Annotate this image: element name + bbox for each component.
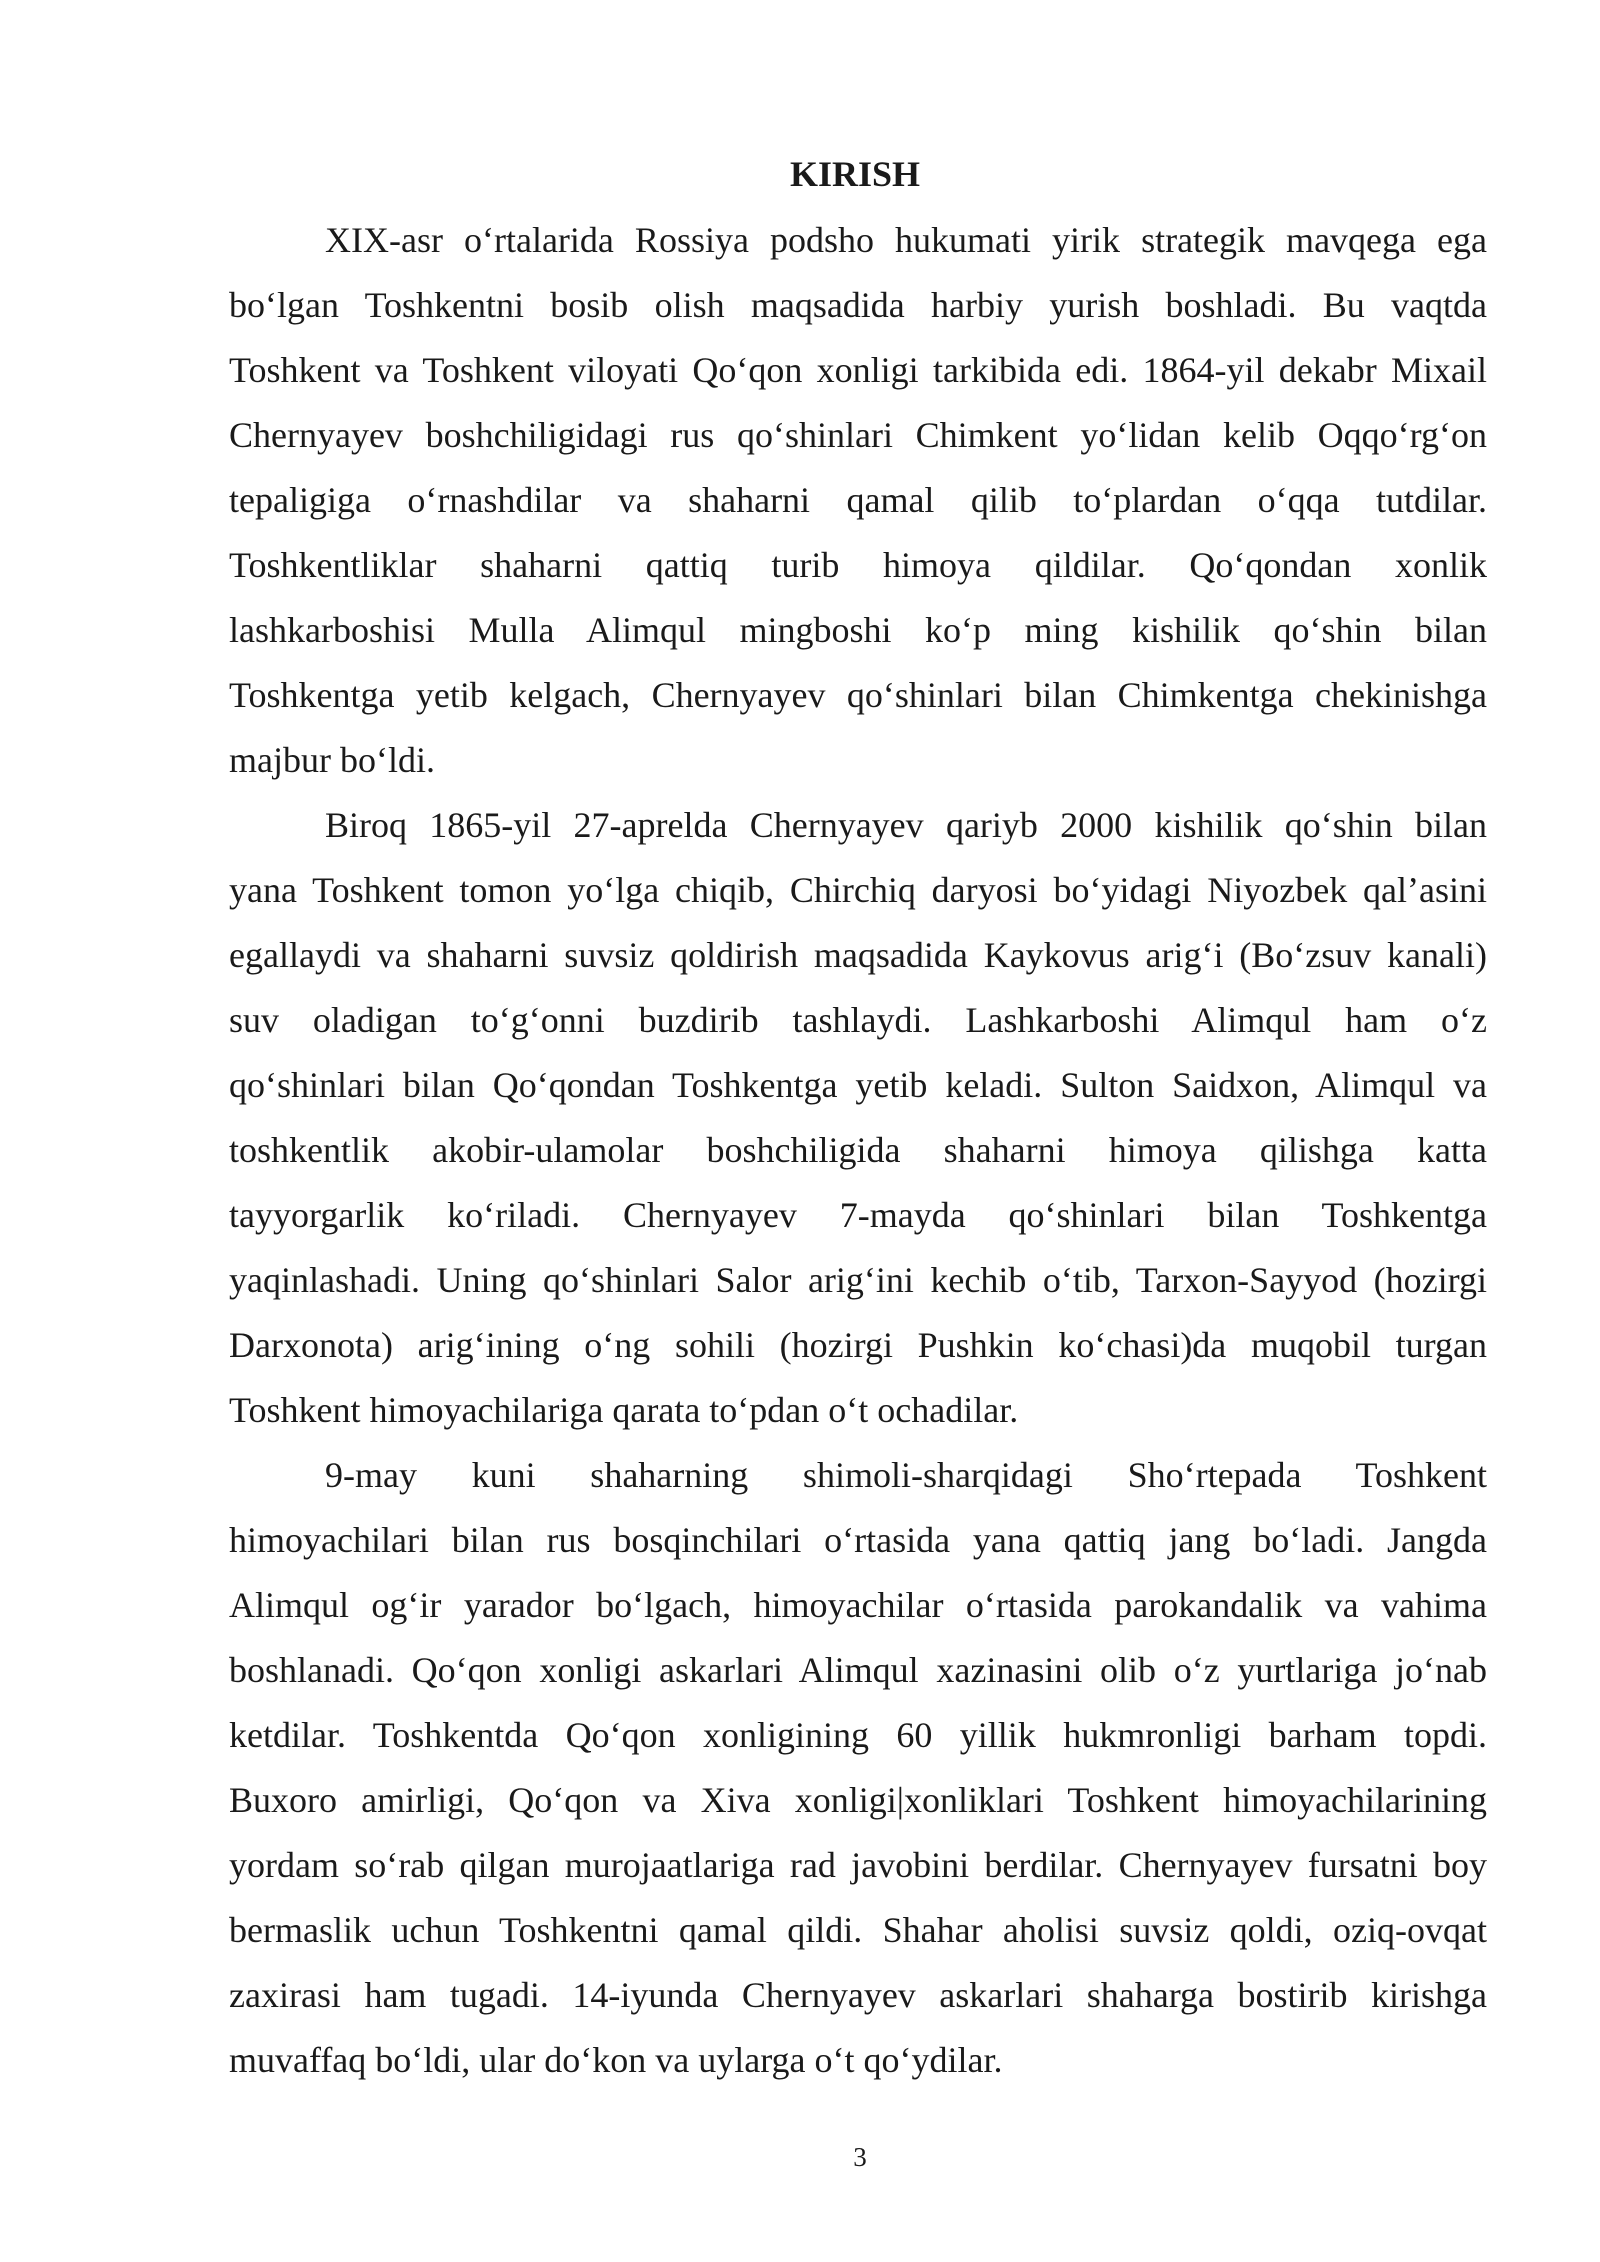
text-line: suv oladigan toʻgʻonni buzdirib tashlaydi. Lashkarboshi Alimqul ham oʻz: [229, 1000, 1487, 1040]
text-line: yana Toshkent tomon yoʻlga chiqib, Chirchiq daryosi boʻyidagi Niyozbek qalʼasini: [229, 870, 1487, 910]
text-line: boʻlgan Toshkentni bosib olish maqsadida harbiy yurish boshladi. Bu vaqtda: [229, 285, 1487, 325]
text-line: 9-may kuni shaharning shimoli-sharqidagi Shoʻrtepada Toshkent: [325, 1455, 1487, 1495]
text-line: Toshkentga yetib kelgach, Chernyayev qoʻshinlari bilan Chimkentga chekinishga: [229, 675, 1487, 715]
text-line: tepaligiga oʻrnashdilar va shaharni qamal qilib toʻplardan oʻqqa tutdilar.: [229, 480, 1487, 520]
text-line: qoʻshinlari bilan Qoʻqondan Toshkentga yetib keladi. Sulton Saidxon, Alimqul va: [229, 1065, 1487, 1105]
text-line: Alimqul ogʻir yarador boʻlgach, himoyachilar oʻrtasida parokandalik va vahima: [229, 1585, 1487, 1625]
text-line: ketdilar. Toshkentda Qoʻqon xonligining 60 yillik hukmronligi barham topdi.: [229, 1715, 1487, 1755]
text-line: Toshkent himoyachilariga qarata toʻpdan oʻt ochadilar.: [229, 1390, 1019, 1430]
text-line: egallaydi va shaharni suvsiz qoldirish maqsadida Kaykovus arigʻi (Boʻzsuv kanali): [229, 935, 1487, 975]
text-line: Toshkentliklar shaharni qattiq turib himoya qildilar. Qoʻqondan xonlik: [229, 545, 1487, 585]
text-line: majbur boʻldi.: [229, 740, 435, 780]
text-line: Darxonota) arigʻining oʻng sohili (hozirgi Pushkin koʻchasi)da muqobil turgan: [229, 1325, 1487, 1365]
text-line: XIX-asr oʻrtalarida Rossiya podsho hukumati yirik strategik mavqega ega: [325, 220, 1487, 260]
text-line: yaqinlashadi. Uning qoʻshinlari Salor arigʻini kechib oʻtib, Tarxon-Sayyod (hozirgi: [229, 1260, 1487, 1300]
text-line: toshkentlik akobir-ulamolar boshchiligida shaharni himoya qilishga katta: [229, 1130, 1487, 1170]
text-line: muvaffaq boʻldi, ular doʻkon va uylarga oʻt qoʻydilar.: [229, 2040, 1003, 2080]
text-line: Toshkent va Toshkent viloyati Qoʻqon xonligi tarkibida edi. 1864-yil dekabr Mixail: [229, 350, 1487, 390]
text-line: Biroq 1865-yil 27-aprelda Chernyayev qariyb 2000 kishilik qoʻshin bilan: [325, 805, 1487, 845]
text-line: himoyachilari bilan rus bosqinchilari oʻrtasida yana qattiq jang boʻladi. Jangda: [229, 1520, 1487, 1560]
text-line: zaxirasi ham tugadi. 14-iyunda Chernyayev askarlari shaharga bostirib kirishga: [229, 1975, 1487, 2015]
text-line: tayyorgarlik koʻriladi. Chernyayev 7-mayda qoʻshinlari bilan Toshkentga: [229, 1195, 1487, 1235]
text-line: bermaslik uchun Toshkentni qamal qildi. Shahar aholisi suvsiz qoldi, oziq-ovqat: [229, 1910, 1487, 1950]
page-number: 3: [853, 2142, 867, 2172]
text-line: lashkarboshisi Mulla Alimqul mingboshi koʻp ming kishilik qoʻshin bilan: [229, 610, 1487, 650]
text-line: boshlanadi. Qoʻqon xonligi askarlari Alimqul xazinasini olib oʻz yurtlariga joʻnab: [229, 1650, 1487, 1690]
text-line: Chernyayev boshchiligidagi rus qoʻshinlari Chimkent yoʻlidan kelib Oqqoʻrgʻon: [229, 415, 1487, 455]
body-text: [229, 208, 1487, 2093]
text-line: yordam soʻrab qilgan murojaatlariga rad javobini berdilar. Chernyayev fursatni boy: [229, 1845, 1487, 1885]
page-title: KIRISH: [789, 154, 921, 194]
text-line: Buxoro amirligi, Qoʻqon va Xiva xonligi|xonliklari Toshkent himoyachilarining: [229, 1780, 1487, 1820]
